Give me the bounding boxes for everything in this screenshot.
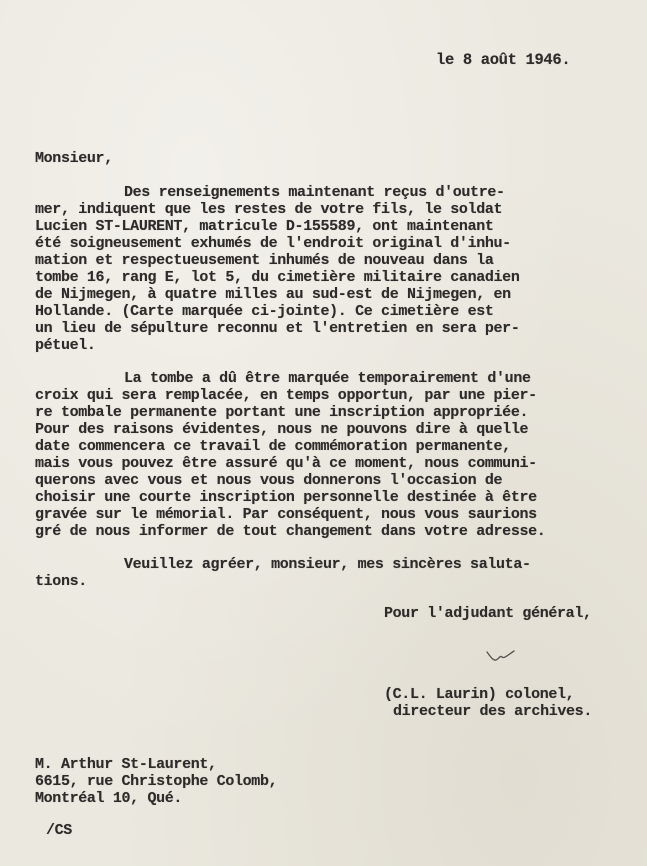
reference-initials: /CS bbox=[46, 822, 72, 839]
paragraph-line: Hollande. (Carte marquée ci-jointe). Ce cimetière est bbox=[35, 303, 494, 320]
paragraph-line: mais vous pouvez être assuré qu'à ce moment, nous communi- bbox=[35, 455, 537, 472]
paragraph-line: été soigneusement exhumés de l'endroit original d'inhu- bbox=[35, 235, 511, 252]
paragraph-line: un lieu de sépulture reconnu et l'entretien en sera per- bbox=[35, 320, 520, 337]
recipient-city: Montréal 10, Qué. bbox=[35, 790, 183, 807]
closing-line: tions. bbox=[35, 573, 87, 590]
paragraph-line: date commencera ce travail de commémoration permanente, bbox=[35, 438, 511, 455]
closing-line: Veuillez agréer, monsieur, mes sincères saluta- bbox=[124, 556, 531, 573]
letter-date: le 8 août 1946. bbox=[436, 51, 571, 69]
paragraph-line: tombe 16, rang E, lot 5, du cimetière militaire canadien bbox=[35, 269, 520, 286]
paragraph-line: Lucien ST-LAURENT, matricule D-155589, ont maintenant bbox=[35, 218, 494, 235]
paragraph-line: mation et respectueusement inhumés de nouveau dans la bbox=[35, 252, 494, 269]
paragraph-line: gravée sur le mémorial. Par conséquent, nous vous saurions bbox=[35, 506, 537, 523]
signatory-name: (C.L. Laurin) colonel, bbox=[384, 686, 575, 703]
paragraph-line: querons avec vous et nous vous donnerons l'occasion de bbox=[35, 472, 503, 489]
paragraph-line: mer, indiquent que les restes de votre fils, le soldat bbox=[35, 201, 503, 218]
paragraph-line: La tombe a dû être marquée temporairement d'une bbox=[124, 370, 531, 387]
paragraph-line: choisir une courte inscription personnelle destinée à être bbox=[35, 489, 537, 506]
paragraph-line: pétuel. bbox=[35, 337, 96, 354]
paragraph-line: gré de nous informer de tout changement dans votre adresse. bbox=[35, 523, 546, 540]
signatory-title: directeur des archives. bbox=[393, 703, 592, 720]
signoff: Pour l'adjudant général, bbox=[384, 605, 592, 622]
signature-mark bbox=[484, 646, 518, 666]
paragraph-line: Pour des raisons évidentes, nous ne pouvons dire à quelle bbox=[35, 421, 529, 438]
paragraph-line: re tombale permanente portant une inscription appropriée. bbox=[35, 404, 529, 421]
paragraph-line: croix qui sera remplacée, en temps opportun, par une pier- bbox=[35, 387, 537, 404]
recipient-name: M. Arthur St-Laurent, bbox=[35, 756, 217, 773]
recipient-street: 6615, rue Christophe Colomb, bbox=[35, 773, 278, 790]
paragraph-line: de Nijmegen, à quatre milles au sud-est de Nijmegen, en bbox=[35, 286, 511, 303]
salutation: Monsieur, bbox=[35, 150, 113, 167]
paragraph-line: Des renseignements maintenant reçus d'outre- bbox=[124, 184, 505, 201]
